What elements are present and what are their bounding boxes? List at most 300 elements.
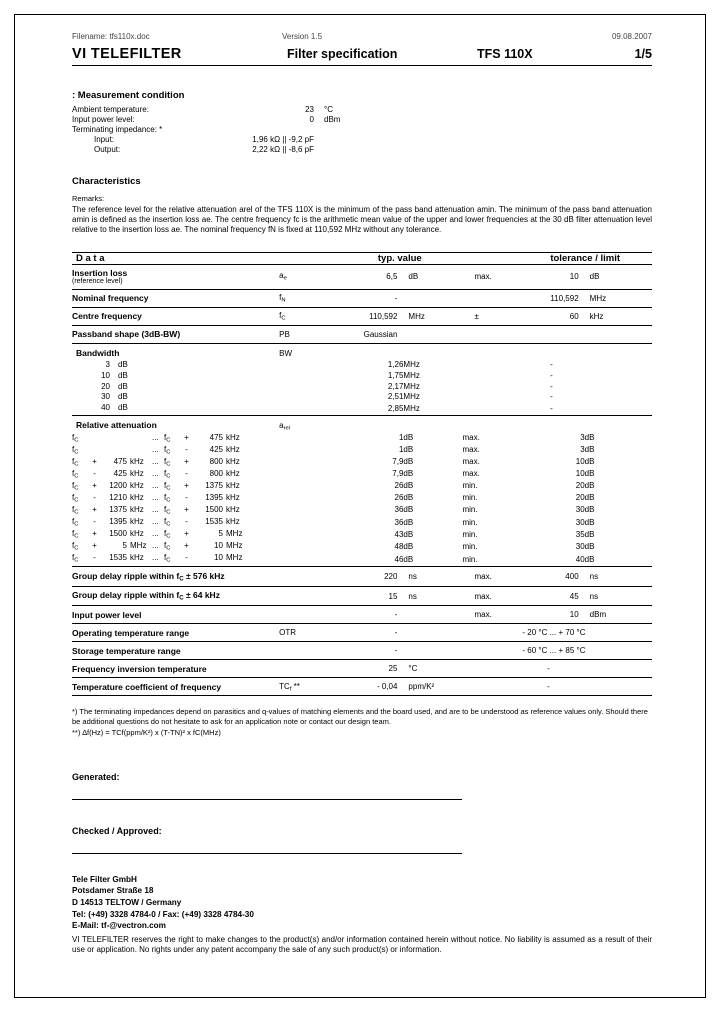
table-row: Temperature coefficient of frequency $TC_f$ ** - 0,04 ppm/K² - — [72, 678, 652, 696]
att-f2: $f_C$ — [164, 444, 171, 456]
att-typ-unit: dB — [403, 552, 462, 567]
row-tolerance-unit — [585, 660, 652, 678]
att-typ: 26 — [394, 493, 404, 503]
attenuation-row — [72, 528, 652, 540]
att-op1: - — [93, 468, 96, 478]
bandwidth-level-unit: dB — [118, 402, 128, 412]
row-limit-type — [462, 289, 518, 307]
bandwidth-typ: 2,85 — [337, 402, 403, 415]
att-f1: $f_C$ — [72, 504, 79, 516]
bandwidth-typ: 1,75 — [387, 371, 404, 380]
att-off1-unit: kHz — [130, 456, 144, 466]
att-off1-unit: kHz — [130, 480, 144, 490]
att-off2-unit: kHz — [226, 468, 240, 478]
bandwidth-tol: - — [550, 371, 553, 380]
att-tol-unit: dB — [584, 493, 595, 503]
att-limit-type: max. — [462, 445, 480, 455]
att-f1: $f_C$ — [72, 432, 79, 444]
att-tol: 20 — [575, 481, 585, 491]
row-limit-type — [462, 660, 518, 678]
row-typ-unit: °C — [403, 660, 462, 678]
filename-text: Filename: tfs110x.doc — [72, 32, 150, 41]
bandwidth-tol: - — [518, 402, 584, 415]
att-tol-unit: dB — [584, 481, 595, 491]
col-header-symbol — [279, 253, 337, 265]
measurement-label: Ambient temperature: — [72, 105, 149, 115]
att-off2: 1535 — [205, 516, 223, 526]
company-address — [72, 874, 652, 956]
att-off2: 800 — [209, 456, 223, 466]
row-limit-type: max. — [462, 264, 518, 289]
measurement-value: 23 — [305, 105, 314, 115]
measurement-value — [242, 125, 324, 135]
att-dots: ... — [152, 432, 159, 442]
att-typ-unit: dB — [403, 505, 414, 515]
measurement-unit — [324, 125, 384, 135]
row-limit-type — [462, 678, 518, 696]
row-typ-value: - 0,04 — [376, 682, 398, 692]
characteristics-section — [72, 176, 652, 236]
row-symbol: $f_C$ — [279, 307, 337, 325]
bandwidth-typ-unit: MHz — [403, 360, 420, 370]
row-symbol: OTR — [279, 624, 337, 642]
table-row — [72, 264, 652, 289]
bandwidth-row — [72, 391, 652, 402]
row-typ-value: 6,5 — [337, 264, 403, 289]
col-header-limit-type — [462, 253, 518, 265]
bandwidth-level: 30 — [101, 392, 110, 402]
att-dots: ... — [152, 552, 159, 562]
att-dots: ... — [152, 528, 159, 538]
att-limit-type: max. — [462, 433, 480, 443]
att-op1: + — [92, 480, 97, 490]
row-tolerance: - — [547, 682, 550, 692]
remarks-label: Remarks: — [72, 193, 105, 203]
att-tol: 3 — [580, 445, 585, 455]
row-typ-value: 15 — [337, 586, 403, 606]
row-limit-type: max. — [462, 567, 518, 587]
table-row — [72, 343, 652, 360]
row-label: Centre frequency — [72, 307, 279, 325]
att-f2: $f_C$ — [164, 516, 171, 528]
row-tolerance: 45 — [518, 586, 584, 606]
row-typ-value: - — [337, 642, 403, 660]
row-tolerance-unit — [585, 678, 652, 696]
checked-label: Checked / Approved: — [72, 826, 462, 854]
att-tol: 30 — [575, 505, 585, 515]
att-typ-unit: dB — [403, 529, 414, 539]
measurement-label: Output: — [94, 144, 121, 154]
att-tol: 3 — [580, 433, 585, 443]
att-f2: $f_C$ — [164, 552, 171, 564]
checked-signature-block — [72, 826, 652, 854]
att-limit-type: min. — [462, 529, 478, 539]
row-label: Input power level — [72, 606, 279, 624]
row-tolerance-unit: MHz — [585, 289, 652, 307]
row-tolerance: 60 — [518, 307, 584, 325]
row-label: Relative attenuation — [76, 419, 157, 430]
att-f1: $f_C$ — [72, 516, 79, 528]
att-off2: 1375 — [205, 480, 223, 490]
att-op1: - — [93, 492, 96, 502]
bandwidth-typ: 1,26 — [387, 360, 404, 370]
att-f1: $f_C$ — [72, 456, 79, 468]
att-f1: $f_C$ — [72, 528, 79, 540]
bandwidth-typ: 2,17 — [387, 381, 404, 391]
att-off1-unit: kHz — [130, 504, 144, 514]
att-op2: - — [185, 492, 188, 502]
measurement-value: 0 — [309, 115, 314, 125]
att-off2: 475 — [209, 432, 223, 442]
attenuation-row — [72, 492, 652, 504]
att-f2: $f_C$ — [164, 540, 171, 552]
att-tol-unit: dB — [584, 505, 595, 515]
att-off1: 1200 — [109, 480, 127, 490]
att-typ-unit: dB — [403, 457, 414, 467]
att-op1: + — [92, 456, 97, 466]
row-typ-unit — [403, 606, 462, 624]
att-op2: + — [184, 480, 189, 490]
att-tol: 30 — [575, 517, 585, 527]
att-off2-unit: kHz — [226, 444, 240, 454]
measurement-row — [72, 105, 384, 115]
att-limit-type: min. — [462, 493, 478, 503]
row-typ-unit — [403, 624, 462, 642]
att-off1: 1395 — [109, 516, 127, 526]
company-name: Tele Filter GmbH — [72, 874, 137, 884]
att-tol-unit: dB — [584, 433, 595, 443]
att-off1: 5 — [122, 540, 127, 550]
att-tol-unit: dB — [584, 469, 595, 479]
attenuation-row — [72, 456, 652, 468]
att-limit-type: min. — [462, 517, 478, 527]
table-row — [72, 660, 652, 678]
att-tol-unit: dB — [584, 445, 595, 455]
remarks-text: The reference level for the relative attenuation arel of the TFS 110X is the minimum of the pass band attenuation amin. The minimum of the pass band attenuation amin is defined as the insertion loss ae. The centre frequency fc is the arithmetic mean value of the upper and lower frequencies at the 30 dB filter attenuation level relative to the insertion loss ae. The nominal frequency fN is fixed at 110,592 MHz without any tolerance. — [72, 204, 652, 235]
row-typ-value: - — [337, 606, 403, 624]
att-op2: - — [185, 516, 188, 526]
att-op2: + — [184, 540, 189, 550]
phone-fax: Tel: (+49) 3328 4784-0 / Fax: (+49) 3328 4784-30 — [72, 909, 254, 919]
email-link[interactable]: E-Mail: tf-@vectron.com — [72, 921, 166, 931]
att-typ: 1 — [398, 445, 404, 455]
bandwidth-level: 20 — [101, 381, 110, 391]
att-off1: 1375 — [109, 504, 127, 514]
row-tolerance: - — [518, 660, 584, 678]
att-typ: 7,9 — [392, 469, 404, 479]
att-typ: 48 — [394, 541, 404, 551]
bandwidth-row — [72, 381, 652, 392]
att-off2-unit: kHz — [226, 456, 240, 466]
row-tolerance-unit: ns — [585, 586, 652, 606]
measurement-table — [72, 105, 384, 154]
att-off2-unit: kHz — [226, 480, 240, 490]
att-off1-unit: kHz — [130, 468, 144, 478]
row-symbol: BW — [279, 349, 293, 359]
measurement-value: 1,96 kΩ || -9,2 pF — [252, 134, 314, 144]
row-tolerance-unit: dB — [585, 264, 652, 289]
att-off2: 10 — [214, 540, 223, 550]
att-off1: 1210 — [109, 492, 127, 502]
att-op1: - — [93, 516, 96, 526]
att-off2: 10 — [214, 552, 223, 562]
page-content — [72, 32, 652, 956]
attenuation-row — [72, 432, 652, 444]
att-op2: - — [185, 552, 188, 562]
bandwidth-level: 40 — [101, 402, 110, 412]
att-off2-unit: kHz — [226, 504, 240, 514]
row-typ-unit: ns — [403, 586, 462, 606]
att-op2: - — [185, 444, 188, 454]
row-typ-value: 220 — [337, 567, 403, 587]
row-typ-unit: ns — [403, 567, 462, 587]
att-f2: $f_C$ — [164, 432, 171, 444]
att-op2: + — [184, 432, 189, 442]
row-typ-value: - — [337, 624, 403, 642]
att-limit-type: min. — [462, 481, 478, 491]
measurement-row — [72, 134, 384, 144]
att-typ: 1 — [398, 433, 404, 443]
att-typ: 46 — [337, 552, 403, 567]
att-off2: 5 — [218, 528, 223, 538]
att-op2: + — [184, 504, 189, 514]
table-row — [72, 415, 652, 432]
bandwidth-level: 10 — [101, 371, 110, 380]
row-typ-unit — [403, 325, 462, 343]
row-limit-type — [462, 642, 518, 660]
att-off2-unit: kHz — [226, 516, 240, 526]
att-f2: $f_C$ — [164, 456, 171, 468]
att-typ-unit: dB — [403, 481, 414, 491]
row-tolerance — [518, 325, 584, 343]
att-typ: 36 — [394, 517, 404, 527]
att-f1: $f_C$ — [72, 492, 79, 504]
row-tolerance: 10 — [518, 264, 584, 289]
table-row — [72, 606, 652, 624]
measurement-condition-section — [72, 90, 652, 154]
measurement-label: Input: — [94, 134, 115, 144]
att-typ-unit: dB — [403, 517, 414, 527]
att-op2: + — [184, 456, 189, 466]
row-tolerance-unit: dBm — [585, 606, 652, 624]
row-symbol: PB — [279, 325, 337, 343]
table-header-row — [72, 253, 652, 265]
att-tol: 35 — [575, 529, 585, 539]
measurement-heading: : Measurement condition — [72, 90, 185, 101]
row-typ-value: Gaussian — [337, 325, 403, 343]
att-off2-unit: kHz — [226, 492, 240, 502]
version-text: Version 1.5 — [282, 32, 323, 41]
row-label: Passband shape (3dB-BW) — [72, 325, 279, 343]
att-off1: 1500 — [109, 528, 127, 538]
att-f1: $f_C$ — [72, 540, 79, 552]
att-f2: $f_C$ — [164, 504, 171, 516]
measurement-unit: °C — [324, 105, 333, 115]
row-limit-type — [462, 624, 518, 642]
bandwidth-typ-unit: MHz — [403, 402, 462, 415]
col-header-data: D a t a — [72, 253, 279, 265]
att-off2: 800 — [209, 468, 223, 478]
att-typ: 26 — [394, 481, 404, 491]
row-typ-unit: MHz — [403, 307, 462, 325]
city-address: D 14513 TELTOW / Germany — [72, 897, 182, 907]
page-number: 1/5 — [634, 47, 652, 61]
att-f2: $f_C$ — [164, 492, 171, 504]
row-typ-unit: dB — [403, 264, 462, 289]
att-dots: ... — [152, 516, 159, 526]
footnotes — [72, 707, 652, 737]
company-logo: VI TELEFILTER — [72, 46, 182, 62]
row-tolerance: - 20 °C ... + 70 °C — [518, 624, 652, 642]
row-typ-value: 110,592 — [337, 307, 403, 325]
row-limit-type — [462, 325, 518, 343]
row-tolerance-unit: ns — [585, 567, 652, 587]
document-header — [72, 46, 652, 66]
att-limit-type: min. — [462, 505, 478, 515]
att-typ-unit: dB — [403, 469, 414, 479]
measurement-value: 2,22 kΩ || -8,6 pF — [252, 144, 314, 154]
att-off2-unit: MHz — [226, 528, 243, 538]
att-tol: 20 — [575, 493, 585, 503]
att-off2: 1500 — [205, 504, 223, 514]
measurement-row — [72, 144, 384, 154]
bandwidth-level-unit: dB — [118, 371, 128, 380]
measurement-unit — [324, 134, 384, 144]
att-f2: $f_C$ — [164, 468, 171, 480]
att-dots: ... — [152, 480, 159, 490]
table-row — [72, 642, 652, 660]
row-symbol — [279, 606, 337, 624]
attenuation-row — [72, 480, 652, 492]
att-op1: + — [92, 504, 97, 514]
street-address: Potsdamer Straße 18 — [72, 886, 154, 896]
table-row — [72, 289, 652, 307]
table-row — [72, 307, 652, 325]
document-meta-line — [72, 32, 652, 41]
att-off2-unit: MHz — [226, 540, 243, 550]
attenuation-row — [72, 468, 652, 480]
att-op2: + — [184, 528, 189, 538]
row-symbol: $a_{rel}$ — [279, 420, 290, 431]
row-symbol: $a_e$ — [279, 264, 337, 289]
row-label: Temperature coefficient of frequency — [72, 681, 222, 692]
att-tol: 40 — [518, 552, 584, 567]
att-typ-unit: dB — [403, 433, 414, 443]
att-off2: 425 — [209, 444, 223, 454]
att-tol-unit: dB — [584, 457, 595, 467]
row-symbol: $f_N$ — [279, 289, 337, 307]
document-title: Filter specification — [287, 47, 398, 61]
att-op2: - — [185, 468, 188, 478]
footnote-2: **) ∆f(Hz) = TCf(ppm/K²) x (T-TN)² x fC(MHz) — [72, 727, 221, 737]
att-off2: 1395 — [205, 492, 223, 502]
row-label: Frequency inversion temperature — [72, 660, 279, 678]
att-limit-type: min. — [462, 552, 518, 567]
att-limit-type: max. — [462, 457, 480, 467]
row-tolerance: 10 — [518, 606, 584, 624]
row-tolerance: - 60 °C ... + 85 °C — [518, 642, 652, 660]
att-dots: ... — [152, 444, 159, 454]
col-header-tolerance: tolerance / limit — [518, 253, 652, 265]
att-limit-type: max. — [462, 469, 480, 479]
att-f1: $f_C$ — [72, 552, 79, 564]
att-off1: 1535 — [109, 552, 127, 562]
bandwidth-row — [72, 402, 652, 415]
att-tol: 10 — [575, 469, 585, 479]
bandwidth-typ-unit: MHz — [403, 392, 420, 402]
table-row: Group delay ripple within $f_C \pm 64$ kHz 15 ns max. 45 ns — [72, 586, 652, 606]
bandwidth-level: 3 — [105, 360, 110, 370]
att-off1-unit: MHz — [130, 540, 147, 550]
row-typ-unit: ppm/K² — [408, 682, 435, 692]
row-limit-type: ± — [462, 307, 518, 325]
att-tol-unit: dB — [584, 541, 595, 551]
row-tolerance: 400 — [518, 567, 584, 587]
table-row — [72, 624, 652, 642]
generated-signature-block — [72, 772, 652, 800]
bandwidth-level-unit: dB — [118, 392, 128, 402]
att-typ: 43 — [394, 529, 404, 539]
bandwidth-row — [72, 360, 652, 371]
attenuation-row — [72, 552, 652, 567]
bandwidth-typ-unit: MHz — [403, 371, 420, 380]
row-symbol — [279, 642, 337, 660]
table-row — [72, 325, 652, 343]
bandwidth-level-unit: dB — [118, 381, 128, 391]
attenuation-row — [72, 540, 652, 552]
att-typ-unit: dB — [403, 541, 414, 551]
measurement-unit: dBm — [324, 115, 341, 125]
row-label: Storage temperature range — [72, 642, 279, 660]
att-op1: + — [92, 540, 97, 550]
att-op1: + — [92, 528, 97, 538]
att-typ-unit: dB — [403, 445, 414, 455]
att-dots: ... — [152, 540, 159, 550]
part-number: TFS 110X — [477, 47, 533, 61]
bandwidth-typ: 2,51 — [387, 392, 404, 402]
bandwidth-tol: - — [550, 392, 553, 402]
attenuation-row — [72, 504, 652, 516]
attenuation-row — [72, 444, 652, 456]
att-off1-unit: kHz — [130, 528, 144, 538]
row-label: Operating temperature range — [72, 624, 279, 642]
bandwidth-row — [72, 370, 652, 381]
bandwidth-typ-unit: MHz — [403, 381, 420, 391]
characteristics-heading: Characteristics — [72, 175, 141, 187]
att-dots: ... — [152, 492, 159, 502]
row-typ-unit — [403, 642, 462, 660]
measurement-label: Input power level: — [72, 115, 135, 125]
row-limit-type: max. — [462, 586, 518, 606]
row-limit-type: max. — [462, 606, 518, 624]
legal-disclaimer: VI TELEFILTER reserves the right to make changes to the product(s) and/or information contained herein without notice. No liability is assumed as a result of their use or application. No rights under any patent accompany the sale of any such product(s) or information. — [72, 934, 652, 955]
bandwidth-level-unit: dB — [118, 360, 128, 370]
measurement-label: Terminating impedance: * — [72, 124, 163, 134]
att-tol: 30 — [575, 541, 585, 551]
att-op1: - — [93, 552, 96, 562]
footnote-1: *) The terminating impedances depend on parasitics and q-values of matching elements and the board used, and are to be understood as reference values only. Should there be additional questions do not hesitate to ask for an application note or contact our design team. — [72, 707, 648, 727]
row-label: Nominal frequency — [72, 289, 279, 307]
bandwidth-tol: - — [550, 360, 553, 370]
row-typ-unit — [403, 289, 462, 307]
att-f1: $f_C$ — [72, 444, 79, 456]
att-off2-unit: kHz — [226, 432, 240, 442]
generated-label: Generated: — [72, 772, 462, 800]
att-typ-unit: dB — [403, 493, 414, 503]
att-tol-unit: dB — [584, 517, 595, 527]
att-off1-unit: kHz — [130, 552, 144, 562]
att-off1-unit: kHz — [130, 492, 144, 502]
